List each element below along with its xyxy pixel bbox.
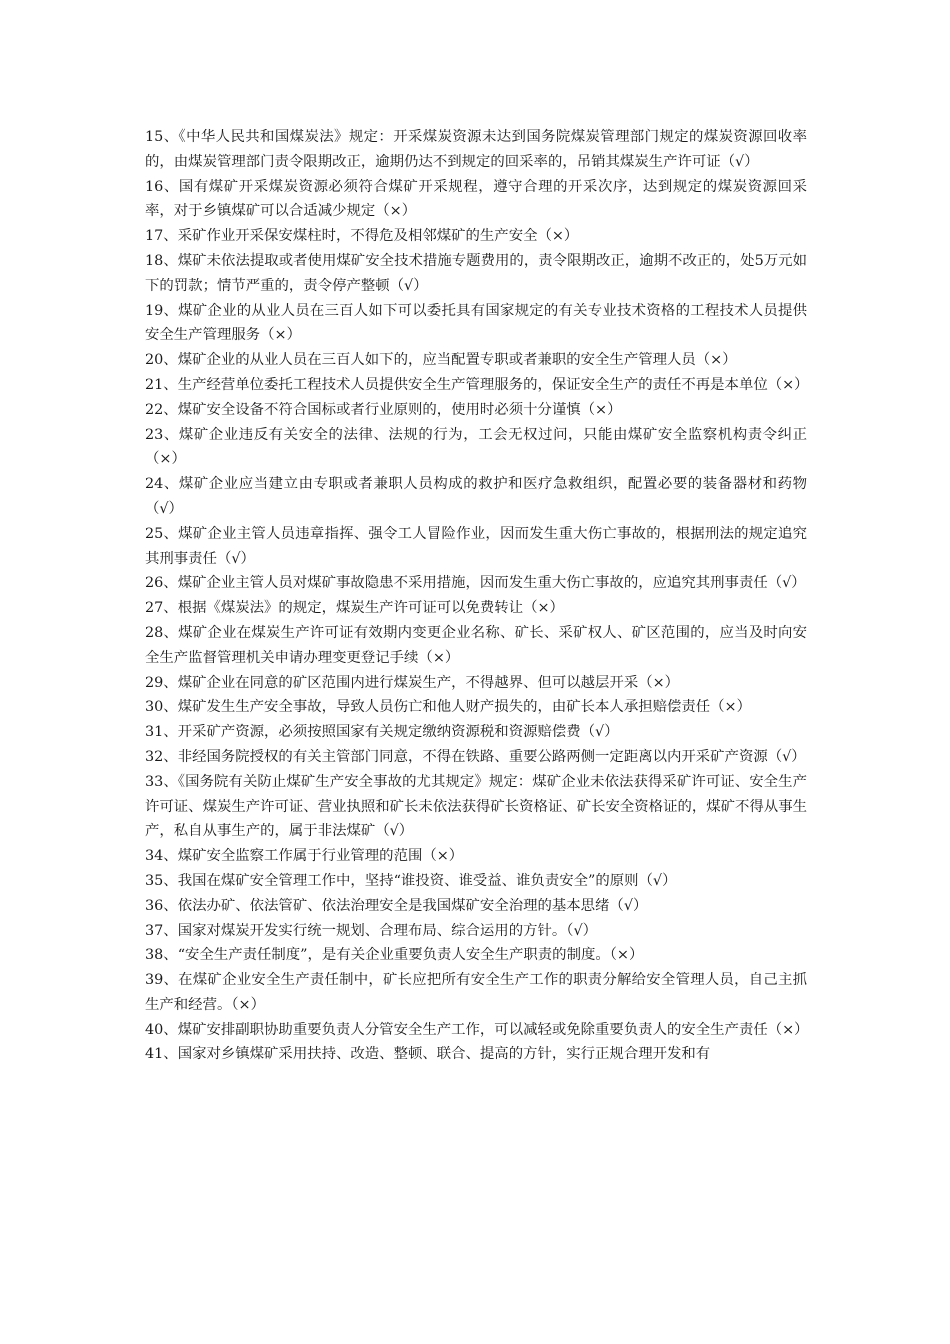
list-item: 40、煤矿安排副职协助重要负责人分管安全生产工作，可以减轻或免除重要负责人的安全生产责任（×） [145, 1021, 809, 1038]
list-item: 41、国家对乡镇煤矿采用扶持、改造、整顿、联合、提高的方针，实行正规合理开发和有 [145, 1046, 711, 1063]
list-item: 31、开采矿产资源，必须按照国家有关规定缴纳资源税和资源赔偿费（√） [145, 724, 619, 741]
list-item: 39、在煤矿企业安全生产责任制中，矿长应把所有安全生产工作的职责分解给安全管理人员，自己主抓生产和经营。（×） [145, 972, 807, 1013]
list-item: 32、非经国务院授权的有关主管部门同意，不得在铁路、重要公路两侧一定距离以内开采矿产资源（√） [145, 748, 806, 765]
list-item: 22、煤矿安全设备不符合国标或者行业原则的，使用时必须十分谨慎（×） [145, 401, 622, 418]
list-item: 34、煤矿安全监察工作属于行业管理的范围（×） [145, 848, 464, 865]
list-item: 25、煤矿企业主管人员违章指挥、强令工人冒险作业，因而发生重大伤亡事故的，根据刑法的规定追究其刑事责任（√） [145, 525, 807, 567]
list-item: 27、根据《煤炭法》的规定，煤炭生产许可证可以免费转让（×） [145, 600, 564, 617]
list-item: 36、依法办矿、依法管矿、依法治理安全是我国煤矿安全治理的基本思绪（√） [145, 897, 648, 914]
list-item: 30、煤矿发生生产安全事故，导致人员伤亡和他人财产损失的，由矿长本人承担赔偿责任（×） [145, 699, 751, 716]
list-item: 35、我国在煤矿安全管理工作中，坚持“谁投资、谁受益、谁负责安全”的原则（√） [145, 872, 677, 889]
list-item: 26、煤矿企业主管人员对煤矿事故隐患不采用措施，因而发生重大伤亡事故的，应追究其刑事责任（√） [145, 575, 806, 592]
list-item: 29、煤矿企业在同意的矿区范围内进行煤炭生产，不得越界、但可以越层开采（×） [145, 674, 680, 691]
list-item: 16、国有煤矿开采煤炭资源必须符合煤矿开采规程，遵守合理的开采次序，达到规定的煤炭资源回采率，对于乡镇煤矿可以合适减少规定（×） [145, 178, 807, 220]
list-item: 19、煤矿企业的从业人员在三百人如下可以委托具有国家规定的有关专业技术资格的工程技术人员提供安全生产管理服务（×） [145, 302, 807, 344]
list-item: 17、采矿作业开采保安煤柱时，不得危及相邻煤矿的生产安全（×） [145, 228, 579, 245]
list-item: 18、煤矿未依法提取或者使用煤矿安全技术措施专题费用的，责令限期改正，逾期不改正的，处5万元如下的罚款；情节严重的，责令停产整顿（√） [145, 252, 807, 294]
list-item: 33、《国务院有关防止煤矿生产安全事故的尤其规定》规定：煤矿企业未依法获得采矿许可证、安全生产许可证、煤炭生产许可证、营业执照和矿长未依法获得矿长资格证、矿长安全资格证的，煤矿不得从事生产，私自从事生产的，属于非法煤矿（√） [145, 773, 807, 840]
list-item: 24、煤矿企业应当建立由专职或者兼职人员构成的救护和医疗急救组织，配置必要的装备器材和药物（√） [145, 476, 807, 517]
list-item: 20、煤矿企业的从业人员在三百人如下的，应当配置专职或者兼职的安全生产管理人员（×） [145, 352, 737, 369]
document-page [145, 125, 807, 1067]
list-item: 21、生产经营单位委托工程技术人员提供安全生产管理服务的，保证安全生产的责任不再是本单位（×） [145, 376, 809, 393]
list-item: 15、《中华人民共和国煤炭法》规定：开采煤炭资源未达到国务院煤炭管理部门规定的煤炭资源回收率的，由煤炭管理部门责令限期改正，逾期仍达不到规定的回采率的，吊销其煤炭生产许可证（√） [145, 129, 807, 170]
list-item: 37、国家对煤炭开发实行统一规划、合理布局、综合运用的方针。（√） [145, 922, 598, 939]
list-item: 38、“安全生产责任制度”，是有关企业重要负责人安全生产职责的制度。（×） [145, 947, 644, 964]
list-item: 23、煤矿企业违反有关安全的法律、法规的行为，工会无权过问，只能由煤矿安全监察机构责令纠正（×） [145, 426, 807, 468]
list-item: 28、煤矿企业在煤炭生产许可证有效期内变更企业名称、矿长、采矿权人、矿区范围的，应当及时向安全生产监督管理机关申请办理变更登记手续（×） [145, 624, 807, 666]
